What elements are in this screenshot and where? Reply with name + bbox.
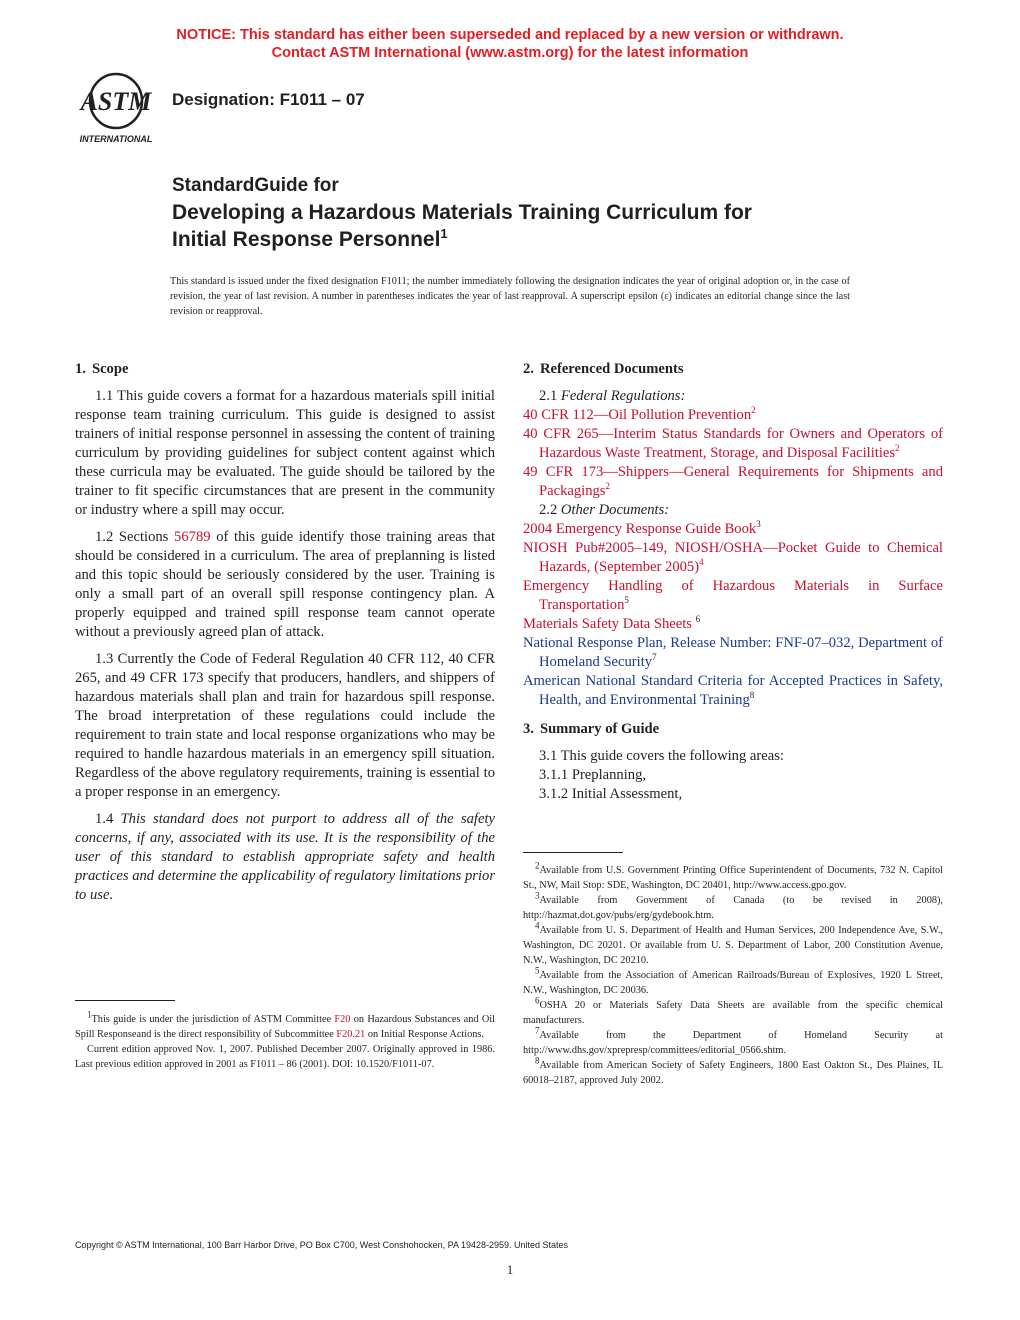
summary-para-3-1-1: 3.1.1 Preplanning, bbox=[539, 767, 647, 783]
footnote-5-mark: 5 bbox=[535, 965, 540, 976]
sub1-num: 2.1 bbox=[539, 388, 558, 404]
footnote-7-text: Available from the Department of Homeland Security at http://www.dhs.gov/xprepresp/committees/editorial_0566.shtm. bbox=[523, 1030, 943, 1056]
footnote-6-mark: 6 bbox=[535, 995, 540, 1006]
left-column bbox=[75, 360, 495, 913]
referenced-heading-num: 2. bbox=[523, 361, 534, 377]
summary-heading-text: Summary of Guide bbox=[539, 721, 660, 737]
footnote-3-text: Available from Government of Canada (to be revised in 2008), http://hazmat.dot.gov/pubs/erg/gydebook.htm. bbox=[523, 895, 943, 921]
section-referenced-heading bbox=[523, 360, 943, 379]
title-line-1: Developing a Hazardous Materials Training Curriculum for bbox=[172, 201, 752, 224]
footnote-8-mark: 8 bbox=[535, 1055, 540, 1066]
ref-40cfr265-fn: 2 bbox=[895, 443, 900, 454]
footnote-5-text: Available from the Association of American Railroads/Bureau of Explosives, 1920 L Street, N.W., Washington, DC 20036. bbox=[523, 970, 943, 996]
sub1-text: Federal Regulations: bbox=[560, 388, 686, 404]
footnote-rule-right bbox=[523, 852, 623, 853]
sections-link[interactable]: 56789 bbox=[174, 529, 211, 545]
ref-nrp-fn: 7 bbox=[652, 652, 657, 663]
logo-text: ASTM bbox=[80, 87, 152, 116]
notice-line-1: NOTICE: This standard has either been superseded and replaced by a new version or withdrawn. bbox=[176, 27, 844, 43]
scope-para-1-4 bbox=[75, 810, 495, 905]
footnote-1-para-2: Current edition approved Nov. 1, 2007. Published December 2007. Originally approved in 1986. Last previous edition approved in 2001 as F1011 – 86 (2001). DOI: 10.1520/F1011-07. bbox=[75, 1044, 495, 1070]
ref-niosh[interactable] bbox=[523, 539, 943, 577]
summary-para-3-1: 3.1 This guide covers the following areas: bbox=[539, 748, 784, 764]
ref-erg-fn: 3 bbox=[756, 519, 761, 530]
section-scope-heading bbox=[75, 360, 495, 379]
footnote-1 bbox=[75, 1009, 495, 1072]
footnote-1-text-a: This guide is under the jurisdiction of ASTM Committee bbox=[91, 1014, 335, 1025]
footnote-7 bbox=[523, 1025, 943, 1058]
ref-niosh-text[interactable]: NIOSH Pub#2005–149, NIOSH/OSHA—Pocket Guide to Chemical Hazards, (September 2005) bbox=[523, 540, 943, 575]
footnote-rule-left bbox=[75, 1000, 175, 1001]
committee-f20-link[interactable]: F20 bbox=[334, 1014, 351, 1025]
ref-ansi-criteria[interactable] bbox=[523, 672, 943, 710]
footnote-8-text: Available from American Society of Safety Engineers, 1800 East Oakton St., Des Plaines, IL 60018–2187, approved July 2002. bbox=[523, 1060, 943, 1086]
footnote-1-text-c: on Initial Response Actions. bbox=[365, 1029, 485, 1040]
ref-40cfr112-fn: 2 bbox=[751, 405, 756, 416]
footnotes-right bbox=[523, 860, 943, 1088]
footnote-3 bbox=[523, 890, 943, 923]
ref-emergency-text[interactable]: Emergency Handling of Hazardous Materials in Surface Transportation bbox=[523, 578, 943, 613]
referenced-heading-text: Referenced Documents bbox=[539, 361, 684, 377]
ref-erg-2004[interactable] bbox=[523, 520, 943, 539]
footnote-6 bbox=[523, 995, 943, 1028]
ref-msds-text[interactable]: Materials Safety Data Sheets bbox=[523, 616, 692, 632]
ref-ansi-text[interactable]: American National Standard Criteria for Accepted Practices in Safety, Health, and Environmental Training bbox=[523, 673, 943, 708]
ref-49cfr173-fn: 2 bbox=[605, 481, 610, 492]
scope-heading-num: 1. bbox=[75, 361, 86, 377]
footnote-5 bbox=[523, 965, 943, 998]
scope-para-1-2-post: of this guide identify those training areas that should be considered in a curriculum. The area of preplanning is listed and this topic should be seriously considered by the user. Training is only a small part of an overall spill response contingency plan. A properly equipped and trained spill response team cannot operate without a previously agreed plan of attack. bbox=[75, 529, 496, 640]
logo-subtext: INTERNATIONAL bbox=[79, 134, 153, 144]
footnote-1-para-1 bbox=[75, 1009, 495, 1042]
ref-niosh-fn: 4 bbox=[699, 557, 704, 568]
footnote-1-mark: 1 bbox=[87, 1009, 92, 1020]
ref-49cfr173[interactable] bbox=[523, 463, 943, 501]
ref-national-response-plan[interactable] bbox=[523, 634, 943, 672]
scope-heading-text: Scope bbox=[91, 361, 129, 377]
ref-emergency-fn: 5 bbox=[624, 595, 629, 606]
footnote-8 bbox=[523, 1055, 943, 1088]
subcommittee-f20-21-link[interactable]: F20.21 bbox=[336, 1029, 366, 1040]
ref-erg-text[interactable]: 2004 Emergency Response Guide Book bbox=[523, 521, 757, 537]
title-line-2 bbox=[172, 226, 932, 253]
ref-nrp-text[interactable]: National Response Plan, Release Number: FNF-07–032, Department of Homeland Security bbox=[523, 635, 943, 670]
footnote-7-mark: 7 bbox=[535, 1025, 540, 1036]
page-title bbox=[172, 199, 932, 253]
footnote-4-text: Available from U. S. Department of Health and Human Services, 200 Independence Ave, S.W., Washington, DC 20201. Or available from U. S. Department of Labor, 200 Constitution Avenue, N.W., Washington, DC 20210. bbox=[523, 925, 943, 966]
scope-para-1-3: 1.3 Currently the Code of Federal Regulation 40 CFR 112, 40 CFR 265, and 49 CFR 173 specify that producers, handlers, and shippers of hazardous materials shall plan and train for hazardous spill response. The broad interpretation of these regulations could include the requirement to train state and local response organizations who may be required to handle hazardous materials in an emergency spill situation. Regardless of the above regulatory requirements, training is essential to a proper response in an emergency. bbox=[75, 651, 495, 800]
footnote-2-mark: 2 bbox=[535, 860, 540, 871]
footnote-4 bbox=[523, 920, 943, 968]
ref-msds[interactable] bbox=[523, 615, 943, 634]
scope-para-1-2-pre: 1.2 Sections bbox=[95, 529, 175, 545]
footnote-3-mark: 3 bbox=[535, 890, 540, 901]
footnote-2-text: Available from U.S. Government Printing Office Superintendent of Documents, 732 N. Capitol St., NW, Mail Stop: SDE, Washington, DC 20401, http://www.access.gpo.gov. bbox=[523, 865, 943, 891]
ref-40cfr112[interactable] bbox=[523, 406, 943, 425]
supersession-notice bbox=[0, 26, 1020, 62]
summary-para-3-1-2: 3.1.2 Initial Assessment, bbox=[539, 786, 683, 802]
title-footnote-mark: 1 bbox=[440, 226, 448, 241]
footnote-4-mark: 4 bbox=[535, 920, 540, 931]
footnote-1-text-b: on Hazardous Substances and Oil Spill Responseand is the direct responsibility of Subcommittee bbox=[75, 1014, 495, 1040]
ref-emergency-handling[interactable] bbox=[523, 577, 943, 615]
ref-49cfr173-text[interactable]: 49 CFR 173—Shippers—General Requirements for Shipments and Packagings bbox=[523, 464, 943, 499]
standard-type-label: StandardGuide for bbox=[172, 175, 339, 196]
ref-40cfr265[interactable] bbox=[523, 425, 943, 463]
ref-ansi-fn: 8 bbox=[749, 690, 755, 701]
sub2-num: 2.2 bbox=[539, 502, 558, 518]
right-column bbox=[523, 360, 943, 804]
title-line-2-text: Initial Response Personnel bbox=[172, 228, 441, 251]
ref-40cfr265-text[interactable]: 40 CFR 265—Interim Status Standards for Owners and Operators of Hazardous Waste Treatment, Storage, and Disposal Facilities bbox=[523, 426, 943, 461]
summary-heading-num: 3. bbox=[523, 721, 534, 737]
sub2-text: Other Documents: bbox=[560, 502, 670, 518]
astm-logo bbox=[70, 72, 162, 146]
notice-line-2: Contact ASTM International (www.astm.org) for the latest information bbox=[271, 45, 749, 61]
astm-logo-icon bbox=[70, 72, 162, 146]
federal-regulations-subhead bbox=[523, 387, 943, 406]
page-number: 1 bbox=[506, 1262, 514, 1277]
other-documents-subhead bbox=[523, 501, 943, 520]
section-summary-heading bbox=[523, 720, 943, 739]
scope-para-1-2 bbox=[75, 528, 495, 642]
footnote-6-text: OSHA 20 or Materials Safety Data Sheets are available from the specific chemical manufacturers. bbox=[523, 1000, 943, 1026]
ref-40cfr112-text[interactable]: 40 CFR 112—Oil Pollution Prevention bbox=[523, 407, 752, 423]
ref-msds-fn: 6 bbox=[695, 614, 701, 625]
scope-para-1-1: 1.1 This guide covers a format for a hazardous materials spill initial response team training curriculum. This guide is designed to assist trainers of initial response personnel in assessing the content of training curriculum by providing guidelines for subject content against which these curricula may be evaluated. The guide should be tailored by the trainer to fit specific circumstances that are present in the community or industry where a spill may occur. bbox=[75, 388, 495, 518]
scope-para-1-4-num: 1.4 bbox=[95, 811, 121, 827]
footnote-2 bbox=[523, 860, 943, 893]
copyright-line: Copyright © ASTM International, 100 Barr Harbor Drive, PO Box C700, West Conshohocken, PA 19428-2959. United States bbox=[75, 1240, 569, 1250]
issue-note: This standard is issued under the fixed designation F1011; the number immediately following the designation indicates the year of original adoption or, in the case of revision, the year of last revision. A number in parentheses indicates the year of last reapproval. A superscript epsilon (ε) indicates an editorial change since the last revision or reapproval. bbox=[170, 276, 850, 317]
scope-para-1-4-text: This standard does not purport to address all of the safety concerns, if any, associated with its use. It is the responsibility of the user of this standard to establish appropriate safety and health practices and determine the applicability of regulatory limitations prior to use. bbox=[75, 811, 495, 903]
designation: Designation: F1011 – 07 bbox=[172, 90, 365, 109]
